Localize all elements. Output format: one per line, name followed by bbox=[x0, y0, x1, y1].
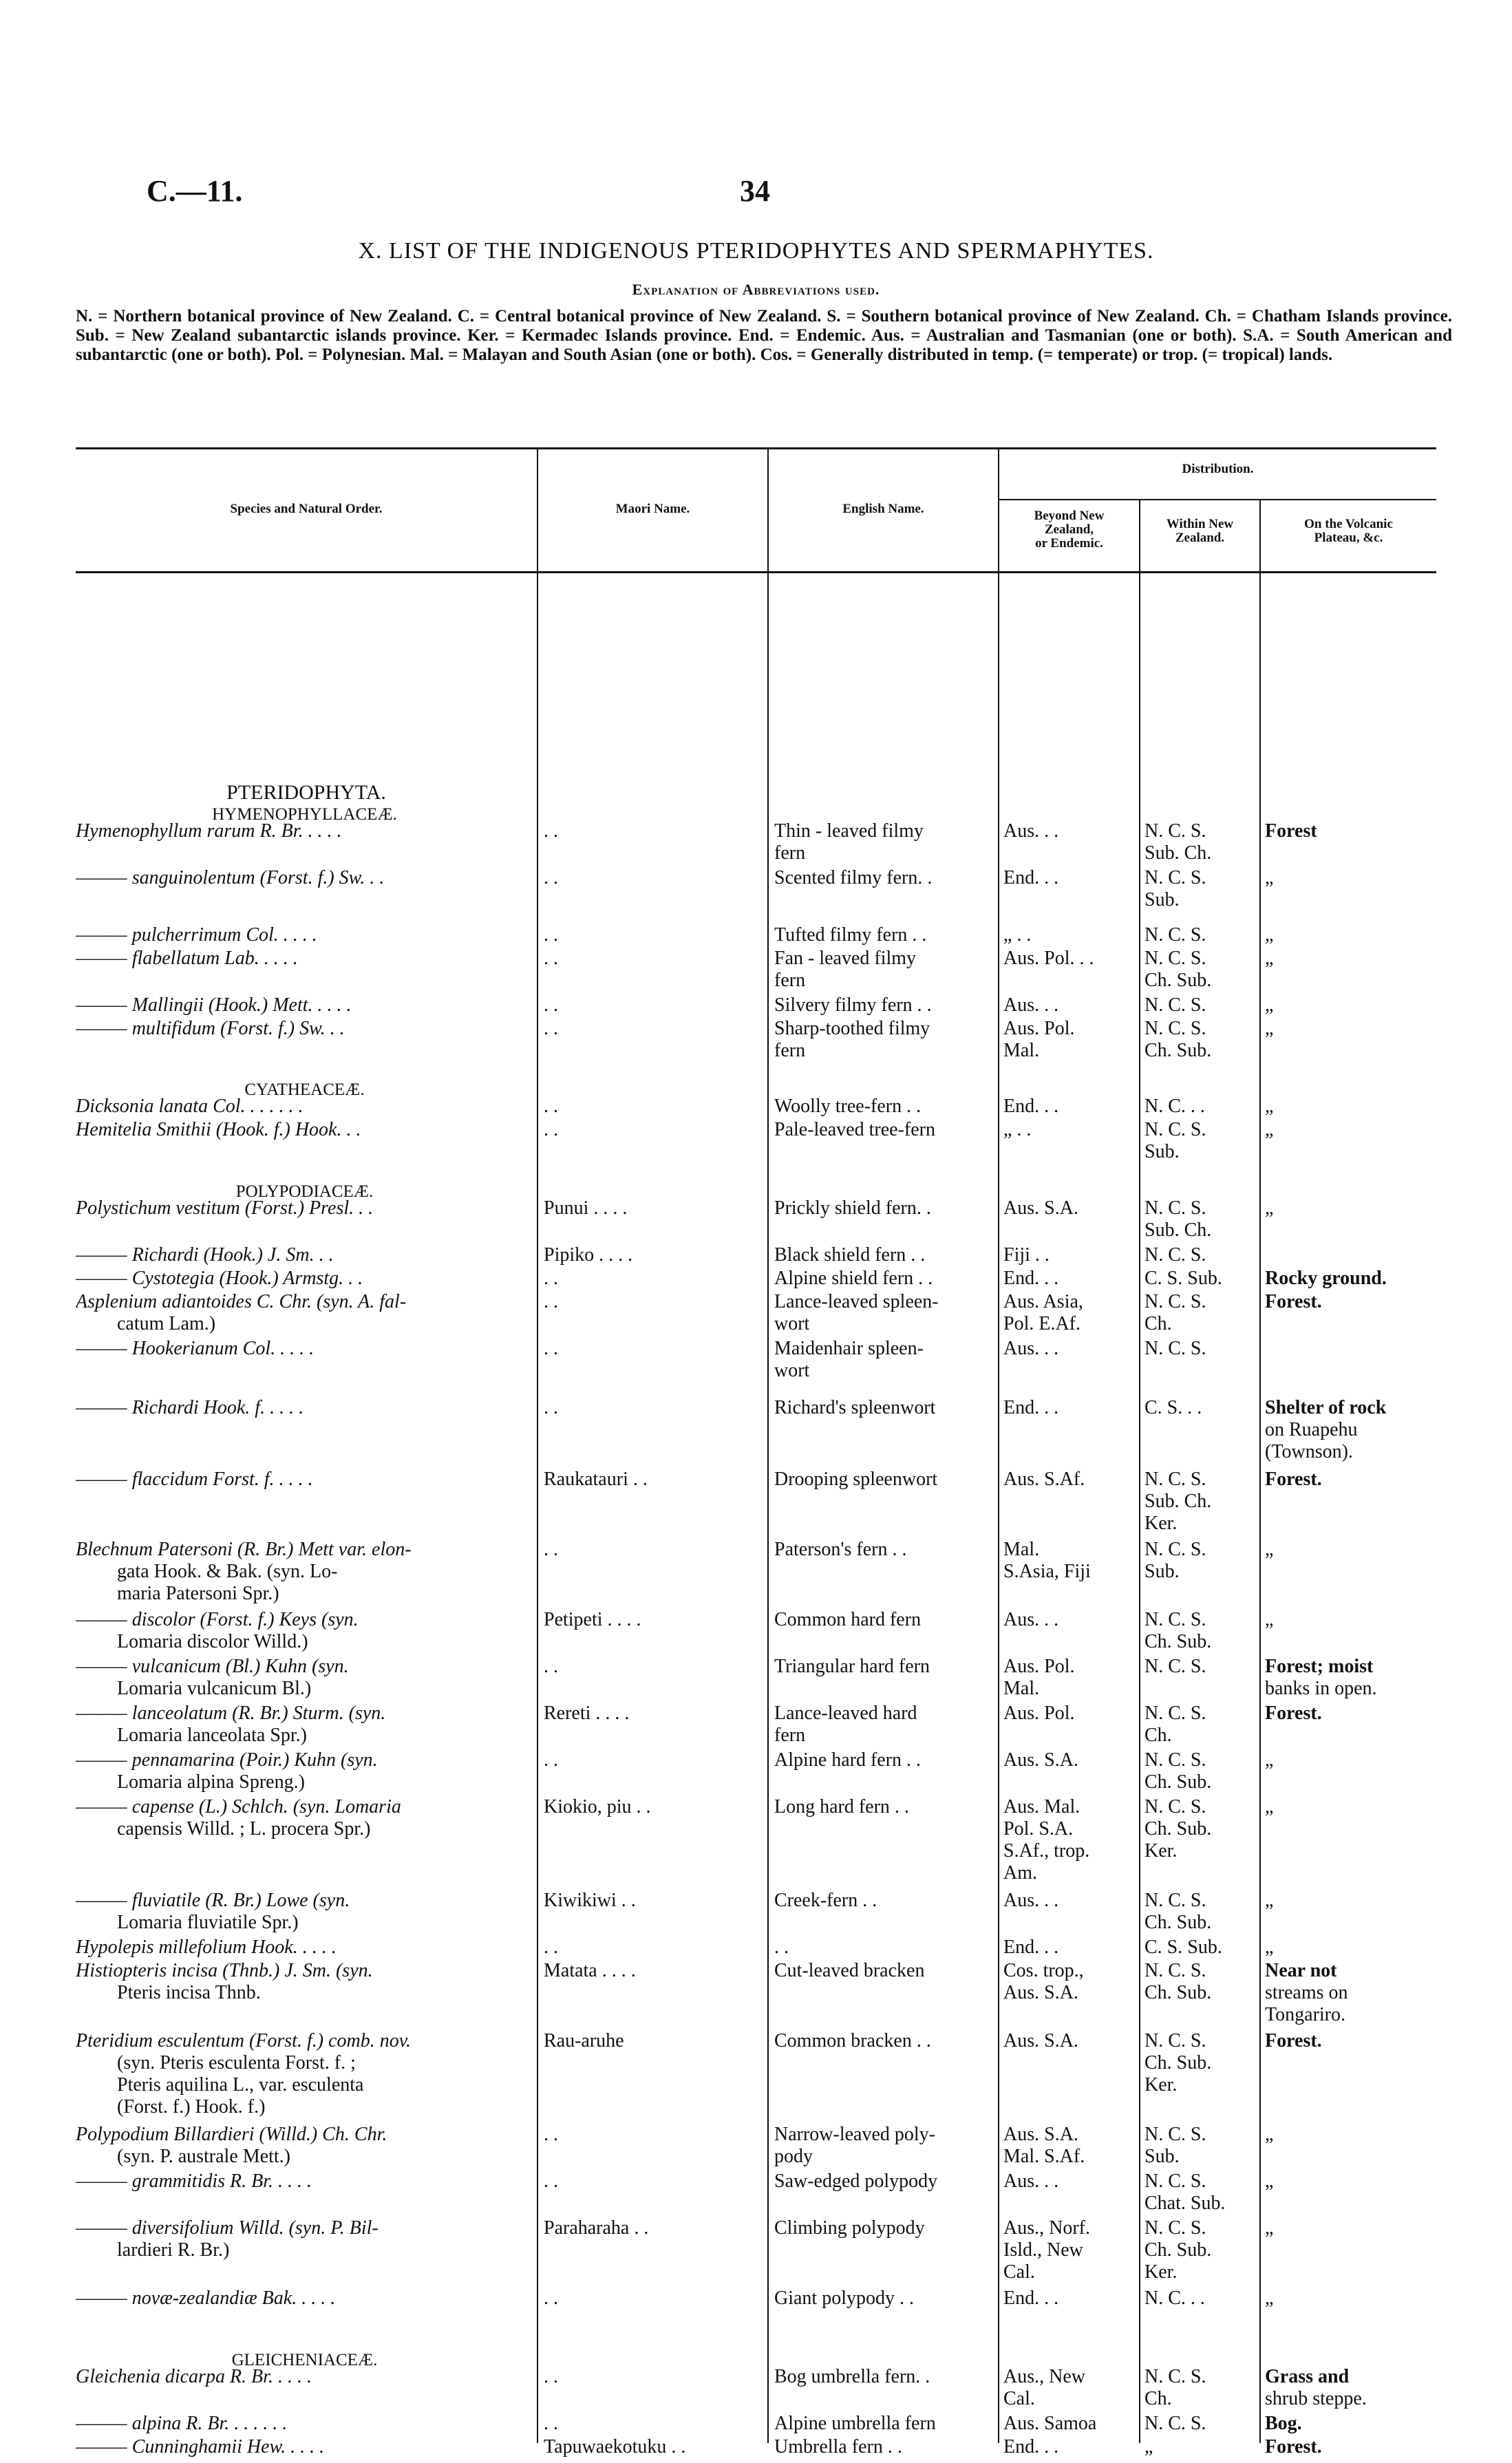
within-nz-cell: N. C. S. bbox=[1144, 1119, 1206, 1140]
volcanic-plateau-cell: „ bbox=[1265, 1890, 1274, 1911]
species-cell: ——— multifidum (Forst. f.) Sw. . . bbox=[76, 1018, 345, 1039]
within-nz-cell: Ch. Sub. bbox=[1144, 1912, 1212, 1933]
maori-name-cell: . . bbox=[544, 2288, 558, 2309]
within-nz-cell: N. C. S. bbox=[1144, 924, 1206, 946]
volcanic-plateau-cell: „ bbox=[1265, 1119, 1274, 1140]
species-cell: ——— Richardi (Hook.) J. Sm. . . bbox=[76, 1244, 334, 1266]
maori-name-cell: . . bbox=[544, 1397, 558, 1418]
volcanic-plateau-cell: streams on bbox=[1265, 1982, 1348, 2003]
beyond-nz-cell: Aus. S.Af. bbox=[1003, 1469, 1085, 1490]
english-name-cell: Fan - leaved filmy bbox=[774, 948, 917, 969]
col-distribution-header: Distribution. bbox=[1182, 462, 1254, 476]
volcanic-plateau-cell: „ bbox=[1265, 2171, 1274, 2192]
volcanic-plateau-cell: Bog. bbox=[1265, 2413, 1302, 2434]
maori-name-cell: . . bbox=[544, 1656, 558, 1677]
within-nz-cell: N. C. . . bbox=[1144, 1096, 1205, 1117]
within-nz-cell: N. C. S. bbox=[1144, 1539, 1206, 1560]
within-nz-cell: N. C. S. bbox=[1144, 1749, 1206, 1771]
within-nz-cell: C. S. . . bbox=[1144, 1397, 1202, 1418]
volcanic-plateau-cell: „ bbox=[1265, 924, 1274, 946]
volcanic-plateau-cell: Forest; moist bbox=[1265, 1656, 1374, 1677]
beyond-nz-cell: Aus. Pol. bbox=[1003, 1656, 1075, 1677]
beyond-nz-cell: Pol. S.A. bbox=[1003, 1818, 1074, 1840]
english-name-cell: Paterson's fern . . bbox=[774, 1539, 907, 1560]
english-name-cell: Woolly tree-fern . . bbox=[774, 1096, 922, 1117]
within-nz-cell: Sub. Ch. bbox=[1144, 1491, 1212, 1512]
species-cell: Pteris incisa Thnb. bbox=[117, 1982, 261, 2003]
species-cell: Histiopteris incisa (Thnb.) J. Sm. (syn. bbox=[76, 1960, 373, 1981]
english-name-cell: Thin - leaved filmy bbox=[774, 820, 924, 842]
maori-name-cell: . . bbox=[544, 994, 558, 1016]
species-cell: ——— Mallingii (Hook.) Mett. . . . . bbox=[76, 994, 352, 1016]
english-name-cell: fern bbox=[774, 970, 806, 991]
english-name-cell: Cut-leaved bracken bbox=[774, 1960, 925, 1981]
within-nz-cell: Ch. bbox=[1144, 1313, 1172, 1334]
within-nz-cell: Ch. Sub. bbox=[1144, 1631, 1212, 1652]
within-nz-cell: Ch. Sub. bbox=[1144, 1982, 1212, 2003]
species-cell: ——— flaccidum Forst. f. . . . . bbox=[76, 1469, 313, 1490]
within-nz-cell: N. C. S. bbox=[1144, 1469, 1206, 1490]
maori-name-cell: Raukatauri . . bbox=[544, 1469, 648, 1490]
maori-name-cell: . . bbox=[544, 1268, 558, 1289]
species-cell: HYMENOPHYLLACEÆ. bbox=[212, 805, 397, 824]
beyond-nz-cell: Aus. . . bbox=[1003, 1890, 1059, 1911]
english-name-cell: wort bbox=[774, 1313, 810, 1334]
beyond-nz-cell: Aus. . . bbox=[1003, 1609, 1059, 1630]
english-name-cell: Sharp-toothed filmy bbox=[774, 1018, 930, 1039]
within-nz-cell: N. C. . . bbox=[1144, 2288, 1205, 2309]
maori-name-cell: . . bbox=[544, 924, 558, 946]
col-maori-header: Maori Name. bbox=[615, 502, 690, 516]
within-nz-cell: N. C. S. bbox=[1144, 1656, 1206, 1677]
species-cell: Hemitelia Smithii (Hook. f.) Hook. . . bbox=[76, 1119, 361, 1140]
species-cell: ——— grammitidis R. Br. . . . . bbox=[76, 2171, 312, 2192]
volcanic-plateau-cell: „ bbox=[1265, 2288, 1274, 2309]
english-name-cell: Alpine shield fern . . bbox=[774, 1268, 933, 1289]
species-cell: ——— alpina R. Br. . . . . . . bbox=[76, 2413, 288, 2434]
volcanic-plateau-cell: „ bbox=[1265, 1539, 1274, 1560]
within-nz-cell: Ker. bbox=[1144, 1513, 1178, 1534]
english-name-cell: Prickly shield fern. . bbox=[774, 1197, 931, 1219]
col-divider bbox=[1139, 499, 1140, 2443]
english-name-cell: Pale-leaved tree-fern bbox=[774, 1119, 935, 1140]
beyond-nz-cell: End. . . bbox=[1003, 1096, 1059, 1117]
species-cell: capensis Willd. ; L. procera Spr.) bbox=[117, 1818, 371, 1840]
col-divider bbox=[767, 447, 769, 2443]
english-name-cell: pody bbox=[774, 2146, 813, 2167]
species-cell: ——— sanguinolentum (Forst. f.) Sw. . . bbox=[76, 867, 385, 888]
species-cell: ——— novæ-zealandiæ Bak. . . . . bbox=[76, 2288, 336, 2309]
beyond-nz-cell: „ . . bbox=[1003, 924, 1032, 946]
species-cell: ——— Cystotegia (Hook.) Armstg. . . bbox=[76, 1268, 363, 1289]
english-name-cell: wort bbox=[774, 1360, 810, 1381]
beyond-nz-cell: Aus. S.A. bbox=[1003, 2124, 1078, 2145]
species-cell: ——— fluviatile (R. Br.) Lowe (syn. bbox=[76, 1890, 350, 1911]
maori-name-cell: Kiwikiwi . . bbox=[544, 1890, 636, 1911]
english-name-cell: Richard's spleenwort bbox=[774, 1397, 936, 1418]
maori-name-cell: . . bbox=[544, 2366, 558, 2387]
maori-name-cell: Paraharaha . . bbox=[544, 2217, 649, 2239]
beyond-nz-cell: Aus. S.A. bbox=[1003, 1197, 1078, 1219]
within-nz-cell: „ bbox=[1144, 2436, 1153, 2457]
beyond-nz-cell: S.Af., trop. bbox=[1003, 1840, 1090, 1862]
within-nz-cell: C. S. Sub. bbox=[1144, 1268, 1222, 1289]
english-name-cell: Lance-leaved hard bbox=[774, 1703, 917, 1724]
maori-name-cell: Matata . . . . bbox=[544, 1960, 636, 1981]
volcanic-plateau-cell: Forest. bbox=[1265, 1469, 1322, 1490]
species-cell: catum Lam.) bbox=[117, 1313, 216, 1334]
maori-name-cell: . . bbox=[544, 867, 558, 888]
species-cell: Lomaria vulcanicum Bl.) bbox=[117, 1678, 312, 1699]
beyond-nz-cell: Aus., Norf. bbox=[1003, 2217, 1090, 2239]
english-name-cell: Tufted filmy fern . . bbox=[774, 924, 927, 946]
english-name-cell: Umbrella fern . . bbox=[774, 2436, 902, 2457]
beyond-nz-cell: Cal. bbox=[1003, 2261, 1035, 2283]
maori-name-cell: Pipiko . . . . bbox=[544, 1244, 633, 1266]
beyond-nz-cell: Cos. trop., bbox=[1003, 1960, 1084, 1981]
species-cell: maria Patersoni Spr.) bbox=[117, 1583, 279, 1604]
maori-name-cell: . . bbox=[544, 2171, 558, 2192]
english-name-cell: Black shield fern . . bbox=[774, 1244, 926, 1266]
species-cell: Dicksonia lanata Col. . . . . . . bbox=[76, 1096, 304, 1117]
within-nz-cell: C. S. Sub. bbox=[1144, 1937, 1222, 1958]
within-nz-cell: Ker. bbox=[1144, 2261, 1178, 2283]
maori-name-cell: . . bbox=[544, 1937, 558, 1958]
english-name-cell: Giant polypody . . bbox=[774, 2288, 914, 2309]
within-nz-cell: N. C. S. bbox=[1144, 867, 1206, 888]
beyond-nz-cell: End. . . bbox=[1003, 1397, 1059, 1418]
within-nz-cell: Sub. Ch. bbox=[1144, 1219, 1212, 1241]
species-cell: (syn. Pteris esculenta Forst. f. ; bbox=[117, 2052, 356, 2073]
maori-name-cell: Rau-aruhe bbox=[544, 2030, 624, 2051]
within-nz-cell: N. C. S. bbox=[1144, 1609, 1206, 1630]
volcanic-plateau-cell: (Townson). bbox=[1265, 1441, 1353, 1462]
species-cell: Blechnum Patersoni (R. Br.) Mett var. elon- bbox=[76, 1539, 412, 1560]
english-name-cell: Common hard fern bbox=[774, 1609, 922, 1630]
col-species-header: Species and Natural Order. bbox=[230, 502, 383, 516]
within-nz-cell: N. C. S. bbox=[1144, 1291, 1206, 1312]
volcanic-plateau-cell: „ bbox=[1265, 2124, 1274, 2145]
within-nz-cell: N. C. S. bbox=[1144, 820, 1206, 842]
species-cell: Asplenium adiantoides C. Chr. (syn. A. fal- bbox=[76, 1291, 407, 1312]
species-cell: Lomaria lanceolata Spr.) bbox=[117, 1725, 307, 1746]
english-name-cell: Alpine hard fern . . bbox=[774, 1749, 922, 1771]
english-name-cell: Saw-edged polypody bbox=[774, 2171, 938, 2192]
species-cell: Lomaria alpina Spreng.) bbox=[117, 1771, 305, 1793]
col-divider bbox=[1259, 499, 1261, 2443]
volcanic-plateau-cell: on Ruapehu bbox=[1265, 1419, 1358, 1440]
volcanic-plateau-cell: banks in open. bbox=[1265, 1678, 1377, 1699]
series-code: C.—11. bbox=[147, 174, 243, 208]
table-header-rule bbox=[76, 571, 1436, 573]
beyond-nz-cell: Am. bbox=[1003, 1862, 1037, 1884]
maori-name-cell: . . bbox=[544, 820, 558, 842]
beyond-nz-cell: Pol. E.Af. bbox=[1003, 1313, 1080, 1334]
english-name-cell: Triangular hard fern bbox=[774, 1656, 930, 1677]
beyond-nz-cell: Aus., New bbox=[1003, 2366, 1085, 2387]
species-cell: ——— Richardi Hook. f. . . . . bbox=[76, 1397, 304, 1418]
beyond-nz-cell: Aus. Asia, bbox=[1003, 1291, 1083, 1312]
within-nz-cell: Sub. bbox=[1144, 1141, 1180, 1162]
species-cell: ——— Hookerianum Col. . . . . bbox=[76, 1338, 315, 1359]
species-cell: Hymenophyllum rarum R. Br. . . . . bbox=[76, 820, 342, 842]
species-cell: Lomaria discolor Willd.) bbox=[117, 1631, 308, 1652]
page-number: 34 bbox=[740, 174, 770, 208]
within-nz-cell: Ker. bbox=[1144, 1840, 1178, 1862]
english-name-cell: . . bbox=[774, 1937, 789, 1958]
beyond-nz-cell: „ . . bbox=[1003, 1119, 1032, 1140]
maori-name-cell: Punui . . . . bbox=[544, 1197, 628, 1219]
table-top-rule bbox=[76, 447, 1436, 449]
maori-name-cell: Kiokio, piu . . bbox=[544, 1796, 651, 1817]
within-nz-cell: Ch. Sub. bbox=[1144, 2052, 1212, 2073]
within-nz-cell: Ker. bbox=[1144, 2074, 1178, 2096]
beyond-nz-cell: Mal. S.Af. bbox=[1003, 2146, 1085, 2167]
beyond-nz-cell: S.Asia, Fiji bbox=[1003, 1561, 1091, 1582]
volcanic-plateau-cell: „ bbox=[1265, 1197, 1274, 1219]
within-nz-cell: N. C. S. bbox=[1144, 1197, 1206, 1219]
within-nz-cell: N. C. S. bbox=[1144, 2217, 1206, 2239]
species-cell: Pteridium esculentum (Forst. f.) comb. nov. bbox=[76, 2030, 412, 2051]
beyond-nz-cell: Mal. bbox=[1003, 1040, 1040, 1061]
volcanic-plateau-cell: „ bbox=[1265, 1749, 1274, 1771]
volcanic-plateau-cell: „ bbox=[1265, 867, 1274, 888]
volcanic-plateau-cell: „ bbox=[1265, 1096, 1274, 1117]
distribution-rule bbox=[998, 499, 1436, 500]
english-name-cell: Long hard fern . . bbox=[774, 1796, 909, 1817]
beyond-nz-cell: End. . . bbox=[1003, 1937, 1059, 1958]
beyond-nz-cell: Cal. bbox=[1003, 2388, 1035, 2409]
within-nz-cell: N. C. S. bbox=[1144, 2171, 1206, 2192]
english-name-cell: Narrow-leaved poly- bbox=[774, 2124, 936, 2145]
english-name-cell: Creek-fern . . bbox=[774, 1890, 877, 1911]
beyond-nz-cell: Aus. Mal. bbox=[1003, 1796, 1080, 1817]
species-cell: ——— diversifolium Willd. (syn. P. Bil- bbox=[76, 2217, 379, 2239]
beyond-nz-cell: Aus. S.A. bbox=[1003, 2030, 1078, 2051]
col-beyond-header: Beyond New Zealand, or Endemic. bbox=[1034, 509, 1105, 551]
within-nz-cell: N. C. S. bbox=[1144, 994, 1206, 1016]
within-nz-cell: Ch. bbox=[1144, 1725, 1172, 1746]
within-nz-cell: N. C. S. bbox=[1144, 1703, 1206, 1724]
species-cell: Pteris aquilina L., var. esculenta bbox=[117, 2074, 364, 2096]
col-volcanic-header: On the Volcanic Plateau, &c. bbox=[1304, 517, 1393, 545]
maori-name-cell: Petipeti . . . . bbox=[544, 1609, 641, 1630]
beyond-nz-cell: Aus. . . bbox=[1003, 2171, 1059, 2192]
col-divider bbox=[998, 447, 999, 2443]
volcanic-plateau-cell: Forest. bbox=[1265, 2030, 1322, 2051]
within-nz-cell: Ch. bbox=[1144, 2388, 1172, 2409]
within-nz-cell: N. C. S. bbox=[1144, 1244, 1206, 1266]
within-nz-cell: Chat. Sub. bbox=[1144, 2193, 1226, 2214]
beyond-nz-cell: Aus. Pol. bbox=[1003, 1703, 1075, 1724]
abbreviations-explanation: N. = Northern botanical province of New Zealand. C. = Central botanical province of New Zealand. S. = Southern botanical province of New Zealand. Ch. = Chatham Islands province. Sub. = New Zealand subantarctic islands province. Ker. = Kermadec Islands province. End. = Endemic. Aus. = Australian and Tasmanian (one or both). S.A. = South American and subantarctic (one or both). Pol. = Polynesian. Mal. = Malayan and South Asian (one or both). Cos. = Generally distributed in temp. (= temperate) or trop. (= tropical) lands. bbox=[76, 307, 1452, 364]
species-cell: lardieri R. Br.) bbox=[117, 2239, 230, 2261]
volcanic-plateau-cell: Near not bbox=[1265, 1960, 1337, 1981]
maori-name-cell: . . bbox=[544, 1096, 558, 1117]
within-nz-cell: N. C. S. bbox=[1144, 2124, 1206, 2145]
volcanic-plateau-cell: shrub steppe. bbox=[1265, 2388, 1367, 2409]
volcanic-plateau-cell: Forest. bbox=[1265, 2436, 1322, 2457]
within-nz-cell: Sub. Ch. bbox=[1144, 842, 1212, 864]
beyond-nz-cell: Aus. . . bbox=[1003, 994, 1059, 1016]
within-nz-cell: N. C. S. bbox=[1144, 1018, 1206, 1039]
english-name-cell: Common bracken . . bbox=[774, 2030, 931, 2051]
volcanic-plateau-cell: Forest bbox=[1265, 820, 1317, 842]
volcanic-plateau-cell: Rocky ground. bbox=[1265, 1268, 1387, 1289]
within-nz-cell: Ch. Sub. bbox=[1144, 1818, 1212, 1840]
species-cell: gata Hook. & Bak. (syn. Lo- bbox=[117, 1561, 338, 1582]
english-name-cell: Silvery filmy fern . . bbox=[774, 994, 932, 1016]
volcanic-plateau-cell: Forest. bbox=[1265, 1291, 1322, 1312]
volcanic-plateau-cell: „ bbox=[1265, 948, 1274, 969]
volcanic-plateau-cell: Tongariro. bbox=[1265, 2004, 1346, 2025]
species-cell: ——— vulcanicum (Bl.) Kuhn (syn. bbox=[76, 1656, 349, 1677]
col-divider bbox=[537, 447, 538, 2443]
abbreviations-heading: Explanation of Abbreviations used. bbox=[632, 281, 880, 298]
beyond-nz-cell: Aus. . . bbox=[1003, 820, 1059, 842]
species-cell: ——— discolor (Forst. f.) Keys (syn. bbox=[76, 1609, 359, 1630]
beyond-nz-cell: Aus. Samoa bbox=[1003, 2413, 1097, 2434]
maori-name-cell: Rereti . . . . bbox=[544, 1703, 630, 1724]
maori-name-cell: Tapuwaekotuku . . bbox=[544, 2436, 686, 2457]
col-english-header: English Name. bbox=[842, 502, 924, 516]
species-cell: Polystichum vestitum (Forst.) Presl. . . bbox=[76, 1197, 374, 1219]
species-cell: Lomaria fluviatile Spr.) bbox=[117, 1912, 299, 1933]
col-within-header: Within New Zealand. bbox=[1166, 517, 1234, 545]
beyond-nz-cell: Aus. Pol. bbox=[1003, 1018, 1075, 1039]
within-nz-cell: N. C. S. bbox=[1144, 1890, 1206, 1911]
section-heading: PTERIDOPHYTA. bbox=[226, 781, 386, 804]
english-name-cell: Drooping spleenwort bbox=[774, 1469, 938, 1490]
species-cell: Gleichenia dicarpa R. Br. . . . . bbox=[76, 2366, 312, 2387]
within-nz-cell: N. C. S. bbox=[1144, 1960, 1206, 1981]
species-cell: ——— pennamarina (Poir.) Kuhn (syn. bbox=[76, 1749, 378, 1771]
species-cell: Hypolepis millefolium Hook. . . . . bbox=[76, 1937, 337, 1958]
within-nz-cell: N. C. S. bbox=[1144, 948, 1206, 969]
species-cell: ——— flabellatum Lab. . . . . bbox=[76, 948, 298, 969]
maori-name-cell: . . bbox=[544, 948, 558, 969]
volcanic-plateau-cell: Forest. bbox=[1265, 1703, 1322, 1724]
within-nz-cell: N. C. S. bbox=[1144, 1338, 1206, 1359]
beyond-nz-cell: Isld., New bbox=[1003, 2239, 1083, 2261]
within-nz-cell: N. C. S. bbox=[1144, 2030, 1206, 2051]
list-title: X. LIST OF THE INDIGENOUS PTERIDOPHYTES AND SPERMAPHYTES. bbox=[358, 238, 1154, 264]
maori-name-cell: . . bbox=[544, 1338, 558, 1359]
english-name-cell: fern bbox=[774, 1725, 806, 1746]
beyond-nz-cell: Aus. . . bbox=[1003, 1338, 1059, 1359]
beyond-nz-cell: End. . . bbox=[1003, 2288, 1059, 2309]
beyond-nz-cell: End. . . bbox=[1003, 1268, 1059, 1289]
beyond-nz-cell: End. . . bbox=[1003, 867, 1059, 888]
maori-name-cell: . . bbox=[544, 1291, 558, 1312]
species-cell: POLYPODIACEÆ. bbox=[235, 1182, 374, 1201]
species-cell: ——— pulcherrimum Col. . . . . bbox=[76, 924, 317, 946]
species-cell: GLEICHENIACEÆ. bbox=[231, 2351, 378, 2369]
volcanic-plateau-cell: „ bbox=[1265, 1796, 1274, 1817]
english-name-cell: Bog umbrella fern. . bbox=[774, 2366, 930, 2387]
volcanic-plateau-cell: Grass and bbox=[1265, 2366, 1350, 2387]
within-nz-cell: Ch. Sub. bbox=[1144, 1040, 1212, 1061]
within-nz-cell: Sub. bbox=[1144, 2146, 1180, 2167]
beyond-nz-cell: Aus. S.A. bbox=[1003, 1749, 1078, 1771]
within-nz-cell: Ch. Sub. bbox=[1144, 2239, 1212, 2261]
species-cell: ——— Cunninghamii Hew. . . . . bbox=[76, 2436, 325, 2457]
volcanic-plateau-cell: Shelter of rock bbox=[1265, 1397, 1387, 1418]
within-nz-cell: Sub. bbox=[1144, 1561, 1180, 1582]
maori-name-cell: . . bbox=[544, 2124, 558, 2145]
within-nz-cell: N. C. S. bbox=[1144, 1796, 1206, 1817]
english-name-cell: Climbing polypody bbox=[774, 2217, 925, 2239]
volcanic-plateau-cell: „ bbox=[1265, 1609, 1274, 1630]
english-name-cell: fern bbox=[774, 1040, 806, 1061]
english-name-cell: Alpine umbrella fern bbox=[774, 2413, 936, 2434]
species-cell: ——— capense (L.) Schlch. (syn. Lomaria bbox=[76, 1796, 401, 1817]
within-nz-cell: N. C. S. bbox=[1144, 2413, 1206, 2434]
within-nz-cell: Ch. Sub. bbox=[1144, 970, 1212, 991]
beyond-nz-cell: End. . . bbox=[1003, 2436, 1059, 2457]
english-name-cell: Maidenhair spleen- bbox=[774, 1338, 924, 1359]
beyond-nz-cell: Mal. bbox=[1003, 1539, 1040, 1560]
species-cell: Polypodium Billardieri (Willd.) Ch. Chr. bbox=[76, 2124, 387, 2145]
species-cell: ——— lanceolatum (R. Br.) Sturm. (syn. bbox=[76, 1703, 386, 1724]
volcanic-plateau-cell: „ bbox=[1265, 2217, 1274, 2239]
maori-name-cell: . . bbox=[544, 1018, 558, 1039]
volcanic-plateau-cell: „ bbox=[1265, 1937, 1274, 1958]
species-cell: CYATHEACEÆ. bbox=[244, 1080, 365, 1099]
within-nz-cell: N. C. S. bbox=[1144, 2366, 1206, 2387]
beyond-nz-cell: Aus. S.A. bbox=[1003, 1982, 1078, 2003]
beyond-nz-cell: Fiji . . bbox=[1003, 1244, 1050, 1266]
within-nz-cell: Ch. Sub. bbox=[1144, 1771, 1212, 1793]
english-name-cell: Scented filmy fern. . bbox=[774, 867, 933, 888]
volcanic-plateau-cell: „ bbox=[1265, 994, 1274, 1016]
within-nz-cell: Sub. bbox=[1144, 889, 1180, 910]
beyond-nz-cell: Mal. bbox=[1003, 1678, 1040, 1699]
species-cell: (Forst. f.) Hook. f.) bbox=[117, 2096, 266, 2118]
species-cell: (syn. P. australe Mett.) bbox=[117, 2146, 290, 2167]
volcanic-plateau-cell: „ bbox=[1265, 1018, 1274, 1039]
beyond-nz-cell: Aus. Pol. . . bbox=[1003, 948, 1094, 969]
english-name-cell: fern bbox=[774, 842, 806, 864]
maori-name-cell: . . bbox=[544, 1119, 558, 1140]
maori-name-cell: . . bbox=[544, 1749, 558, 1771]
maori-name-cell: . . bbox=[544, 2413, 558, 2434]
maori-name-cell: . . bbox=[544, 1539, 558, 1560]
english-name-cell: Lance-leaved spleen- bbox=[774, 1291, 939, 1312]
